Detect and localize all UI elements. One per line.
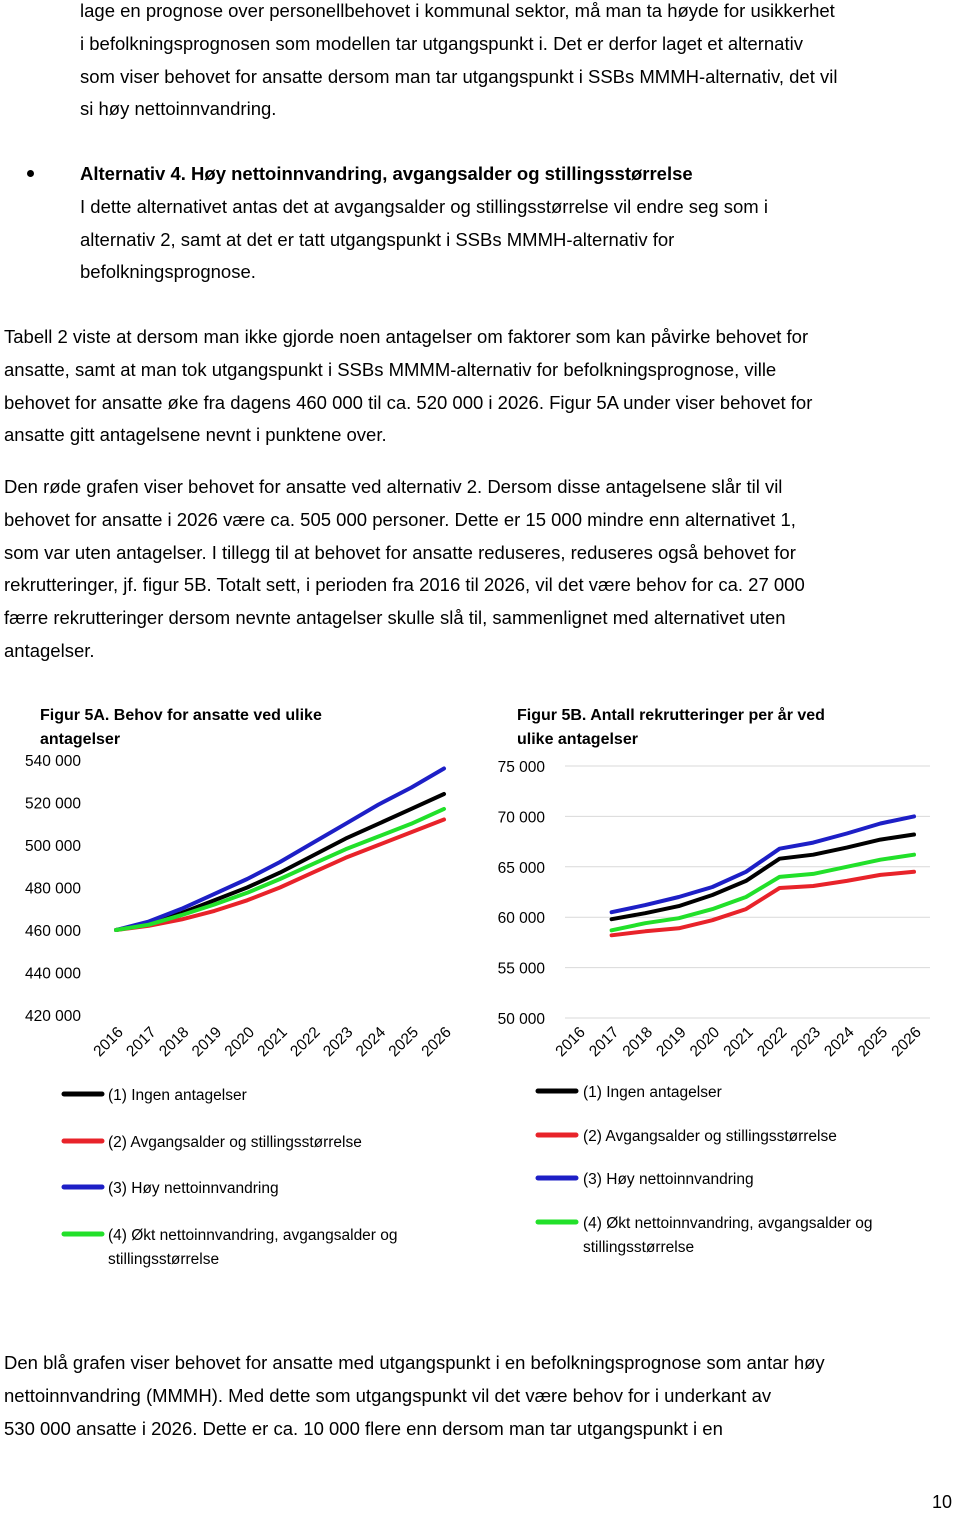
para-line: ansatte gitt antagelsene nevnt i punktene over. — [4, 424, 387, 446]
para-line: antagelser. — [4, 639, 95, 661]
x-tick-label: 2017 — [586, 1023, 623, 1061]
y-tick-label: 460 000 — [24, 923, 81, 940]
paragraph-blue-graph — [4, 1347, 954, 1445]
figure-5b-chart — [470, 740, 960, 1280]
series-line — [116, 769, 444, 931]
x-tick-label: 2020 — [686, 1023, 724, 1061]
legend-label: (1) Ingen antagelser — [108, 1087, 247, 1104]
x-tick-label: 2026 — [888, 1023, 925, 1061]
intro-line: som viser behovet for ansatte dersom man tar utgangspunkt i SSBs MMMH-alternativ, det vil — [80, 65, 838, 87]
x-tick-label: 2016 — [552, 1023, 589, 1061]
x-tick-label: 2022 — [287, 1023, 324, 1061]
x-tick-label: 2017 — [123, 1023, 160, 1061]
x-tick-label: 2023 — [320, 1023, 357, 1061]
x-tick-label: 2019 — [188, 1023, 226, 1061]
para-line: behovet for ansatte øke fra dagens 460 000 til ca. 520 000 i 2026. Figur 5A under viser behovet for — [4, 391, 813, 413]
para-line: nettoinnvandring (MMMH). Med dette som utgangspunkt vil det være behov for i underkant av — [4, 1384, 772, 1406]
x-tick-label: 2024 — [352, 1023, 390, 1061]
x-tick-label: 2019 — [653, 1023, 690, 1061]
para-line: som var uten antagelser. I tillegg til at behovet for ansatte reduseres, reduseres også behovet for — [4, 541, 796, 563]
x-tick-label: 2018 — [156, 1023, 193, 1061]
x-tick-label: 2016 — [90, 1023, 127, 1061]
para-line: Tabell 2 viste at dersom man ikke gjorde noen antagelser om faktorer som kan påvirke behovet for — [4, 326, 809, 347]
alternative-4-bullet — [80, 158, 956, 289]
intro-paragraph — [80, 0, 956, 126]
bullet-line: I dette alternativet antas det at avgangsalder og stillingsstørrelse vil endre seg som i — [80, 195, 768, 217]
series-line — [612, 855, 914, 931]
y-tick-label: 50 000 — [497, 1011, 545, 1028]
x-tick-label: 2023 — [787, 1023, 825, 1061]
y-tick-label: 55 000 — [497, 960, 545, 978]
para-line: Den blå grafen viser behovet for ansatte med utgangspunkt i en befolkningsprognose som antar høy — [4, 1352, 825, 1373]
y-tick-label: 540 000 — [24, 753, 81, 770]
figure-5b-title: Figur 5B. Antall rekrutteringer per år ved ulike antagelser — [517, 707, 825, 748]
y-tick-label: 520 000 — [24, 795, 81, 813]
y-tick-label: 420 000 — [24, 1008, 81, 1025]
legend-label: (2) Avgangsalder og stillingsstørrelse — [583, 1128, 837, 1145]
intro-line: si høy nettoinnvandring. — [80, 98, 277, 120]
x-tick-label: 2026 — [418, 1023, 455, 1061]
legend-label: (3) Høy nettoinnvandring — [583, 1171, 754, 1188]
bullet-heading: Alternativ 4. Høy nettoinnvandring, avgangsalder og stillingsstørrelse — [80, 163, 693, 184]
y-tick-label: 70 000 — [497, 809, 545, 827]
y-tick-label: 440 000 — [24, 965, 81, 983]
page-number: 10 — [931, 1492, 952, 1512]
x-tick-label: 2021 — [720, 1023, 757, 1061]
x-tick-label: 2018 — [619, 1023, 657, 1061]
para-line: 530 000 ansatte i 2026. Dette er ca. 10 000 flere enn dersom man tar utgangspunkt i en — [4, 1417, 723, 1439]
x-tick-label: 2020 — [221, 1023, 259, 1061]
intro-line: i befolkningsprognosen som modellen tar utgangspunkt i. Det er derfor laget et alternativ — [80, 32, 803, 54]
para-line: rekrutteringer, jf. figur 5B. Totalt sett, i perioden fra 2016 til 2026, vil det være behov for ca. 27 000 — [4, 574, 805, 596]
intro-line: lage en prognose over personellbehovet i kommunal sektor, må man ta høyde for usikkerhet — [80, 0, 835, 21]
bullet-dot — [27, 170, 34, 177]
y-tick-label: 60 000 — [497, 910, 545, 928]
x-tick-label: 2025 — [854, 1023, 892, 1061]
para-line: Den røde grafen viser behovet for ansatte ved alternativ 2. Dersom disse antagelsene slår til vil — [4, 476, 783, 497]
legend-label: stillingsstørrelse — [583, 1239, 695, 1256]
x-tick-label: 2021 — [254, 1023, 291, 1061]
legend-label: stillingsstørrelse — [108, 1251, 220, 1268]
figure-5a-title: Figur 5A. Behov for ansatte ved ulike antagelser — [40, 707, 322, 748]
paragraph-red-graph — [4, 471, 954, 668]
y-tick-label: 480 000 — [24, 880, 81, 898]
x-tick-label: 2025 — [385, 1023, 423, 1061]
y-tick-label: 75 000 — [497, 759, 545, 776]
x-tick-label: 2024 — [821, 1023, 858, 1061]
paragraph-tabell-2 — [4, 321, 954, 452]
legend-label: (1) Ingen antagelser — [583, 1084, 722, 1101]
legend-label: (4) Økt nettoinnvandring, avgangsalder og — [583, 1215, 873, 1232]
legend-label: (3) Høy nettoinnvandring — [108, 1180, 279, 1197]
figure-5a-chart — [0, 740, 470, 1280]
para-line: færre rekrutteringer dersom nevnte antagelser skulle slå til, sammenlignet med alternativet uten — [4, 607, 786, 629]
bullet-line: befolkningsprognose. — [80, 261, 256, 283]
y-tick-label: 500 000 — [24, 838, 81, 855]
legend-label: (2) Avgangsalder og stillingsstørrelse — [108, 1134, 362, 1151]
x-tick-label: 2022 — [754, 1023, 791, 1061]
y-tick-label: 65 000 — [497, 859, 545, 877]
para-line: ansatte, samt at man tok utgangspunkt i SSBs MMMM-alternativ for befolkningsprognose, ville — [4, 358, 777, 380]
para-line: behovet for ansatte i 2026 være ca. 505 000 personer. Dette er 15 000 mindre enn alternativet 1, — [4, 508, 796, 530]
bullet-line: alternativ 2, samt at det er tatt utgangspunkt i SSBs MMMH-alternativ for — [80, 228, 675, 250]
series-line — [116, 809, 444, 930]
legend-label: (4) Økt nettoinnvandring, avgangsalder og — [108, 1227, 398, 1244]
